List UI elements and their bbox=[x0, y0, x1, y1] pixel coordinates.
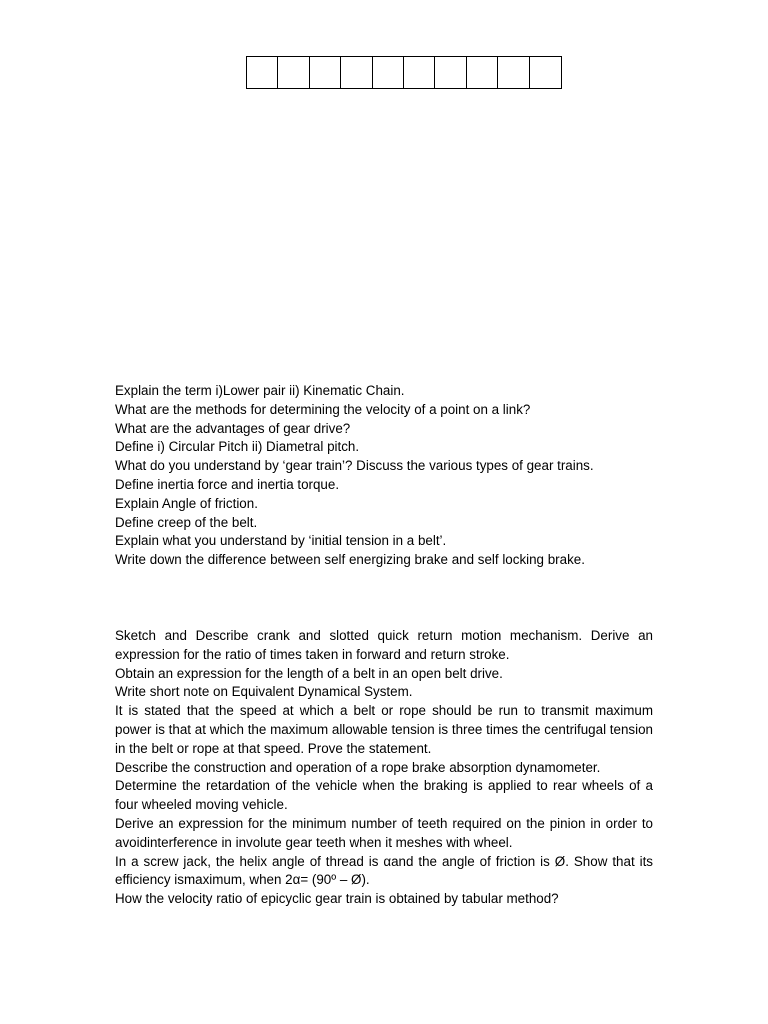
roll-number-cell[interactable] bbox=[247, 57, 278, 88]
question-item: In a screw jack, the helix angle of thread is αand the angle of friction is Ø. Show that its efficiency ismaximum, when 2α= (90º – Ø). bbox=[115, 853, 653, 888]
roll-number-cell[interactable] bbox=[530, 57, 561, 88]
roll-number-cell[interactable] bbox=[310, 57, 341, 88]
question-item: What do you understand by ‘gear train’? Discuss the various types of gear trains. bbox=[115, 458, 594, 474]
question-item: Define creep of the belt. bbox=[115, 514, 258, 530]
roll-number-cell[interactable] bbox=[373, 57, 404, 88]
question-item: What are the methods for determining the velocity of a point on a link? bbox=[115, 401, 531, 417]
question-item: Derive an expression for the minimum number of teeth required on the pinion in order to avoidinterference in involute gear teeth when it meshes with wheel. bbox=[115, 815, 653, 850]
question-item: Determine the retardation of the vehicle when the braking is applied to rear wheels of a four wheeled moving vehicle. bbox=[115, 778, 653, 813]
question-item: Define inertia force and inertia torque. bbox=[115, 476, 340, 492]
roll-number-cell[interactable] bbox=[435, 57, 466, 88]
question-item: Explain what you understand by ‘initial tension in a belt’. bbox=[115, 533, 447, 549]
question-item: Describe the construction and operation of a rope brake absorption dynamometer. bbox=[115, 759, 601, 775]
question-item: Write short note on Equivalent Dynamical System. bbox=[115, 684, 413, 700]
question-item: Obtain an expression for the length of a belt in an open belt drive. bbox=[115, 665, 503, 681]
roll-number-cell[interactable] bbox=[404, 57, 435, 88]
roll-number-cell[interactable] bbox=[341, 57, 372, 88]
part-a-questions bbox=[115, 382, 653, 570]
question-item: Sketch and Describe crank and slotted quick return motion mechanism. Derive an expression for the ratio of times taken in forward and return stroke. bbox=[115, 628, 653, 662]
roll-number-cell[interactable] bbox=[498, 57, 529, 88]
part-b-questions bbox=[115, 627, 653, 909]
question-item: What are the advantages of gear drive? bbox=[115, 420, 351, 436]
question-item: Explain the term i)Lower pair ii) Kinematic Chain. bbox=[115, 383, 405, 398]
roll-number-cell[interactable] bbox=[467, 57, 498, 88]
question-item: How the velocity ratio of epicyclic gear train is obtained by tabular method? bbox=[115, 891, 559, 907]
question-item: Define i) Circular Pitch ii) Diametral pitch. bbox=[115, 439, 360, 455]
roll-number-cell[interactable] bbox=[278, 57, 309, 88]
question-item: Explain Angle of friction. bbox=[115, 495, 258, 511]
question-item: It is stated that the speed at which a belt or rope should be run to transmit maximum power is that at which the maximum allowable tension is three times the centrifugal tension in the belt or rope at that speed. Prove the statement. bbox=[115, 703, 653, 756]
roll-number-boxes bbox=[246, 56, 562, 89]
question-item: Write down the difference between self energizing brake and self locking brake. bbox=[115, 552, 585, 568]
